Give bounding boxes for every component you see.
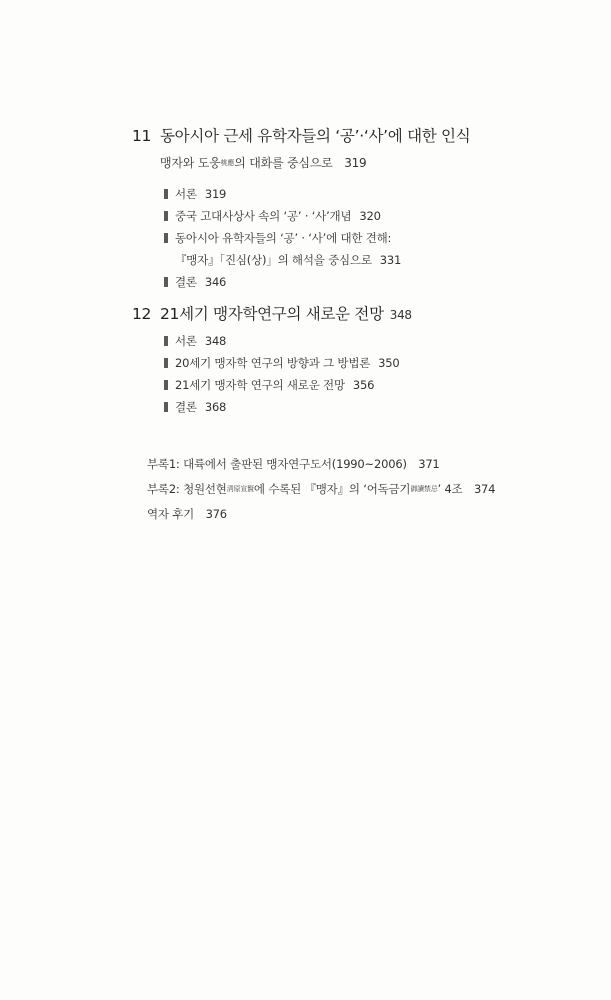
- subtitle-text-end: 의 대화를 중심으로: [234, 156, 333, 170]
- appendix-item[interactable]: [147, 452, 495, 477]
- appendix-item[interactable]: [147, 502, 495, 527]
- section-label: 21세기 맹자학 연구의 새로운 전망: [175, 378, 345, 392]
- bullet-marker: [164, 277, 168, 287]
- appendix-label-end: ’ 4조: [437, 482, 463, 496]
- appendix-label: 부록2: 청원선현: [147, 482, 227, 496]
- section-label: 결론: [175, 400, 197, 414]
- section-page: 346: [204, 275, 227, 289]
- section-item[interactable]: [164, 396, 412, 418]
- section-list: [164, 183, 470, 293]
- section-item[interactable]: [164, 183, 470, 205]
- section-item[interactable]: [164, 271, 470, 293]
- section-page: 348: [204, 334, 227, 348]
- section-page: 350: [378, 356, 400, 370]
- section-page: 319: [204, 187, 227, 201]
- subtitle-hanja: 桃應: [220, 159, 235, 167]
- bullet-marker: [164, 233, 168, 243]
- appendix-hanja: 淸原宣賢: [226, 485, 254, 493]
- chapter-number: 12: [132, 305, 152, 323]
- appendix-label: 역자 후기: [147, 507, 195, 521]
- bullet-marker: [164, 336, 168, 346]
- chapter-12: [132, 302, 412, 418]
- appendix-label-mid: 에 수록된 『맹자』의 ‘어독금기: [253, 482, 411, 496]
- appendix-hanja: 御讀禁忌: [410, 485, 438, 493]
- bullet-marker: [164, 402, 168, 412]
- section-page: 320: [359, 209, 381, 223]
- bullet-marker: [164, 211, 168, 221]
- section-item[interactable]: [164, 330, 412, 352]
- chapter-11: [132, 124, 470, 293]
- section-label: 『맹자』「진심(상)」의 해석을 중심으로: [175, 253, 372, 267]
- chapter-heading: [132, 302, 412, 324]
- subtitle-text: 맹자와 도웅: [160, 156, 221, 170]
- subtitle-page: 319: [344, 156, 367, 170]
- section-page: 356: [352, 378, 375, 392]
- chapter-subtitle: [160, 154, 470, 171]
- bullet-marker: [164, 358, 168, 368]
- section-item[interactable]: [164, 352, 412, 374]
- section-item-continued[interactable]: [164, 249, 470, 271]
- appendix-label: 부록1: 대륙에서 출판된 맹자연구도서(1990~2006): [147, 457, 407, 471]
- chapter-page: 348: [389, 308, 412, 322]
- section-item[interactable]: [164, 205, 470, 227]
- chapter-heading: [132, 124, 470, 146]
- chapter-number: 11: [132, 127, 152, 145]
- section-item[interactable]: [164, 374, 412, 396]
- appendix-page: 371: [418, 457, 440, 471]
- section-page: 368: [204, 400, 227, 414]
- section-item[interactable]: [164, 227, 470, 249]
- section-label: 서론: [175, 334, 197, 348]
- bullet-marker: [164, 189, 168, 199]
- section-label: 동아시아 유학자들의 ‘공’ · ‘사’에 대한 견해:: [175, 231, 392, 245]
- section-list: [164, 330, 412, 418]
- appendix-item[interactable]: [147, 477, 495, 502]
- appendix-page: 374: [473, 482, 496, 496]
- bullet-marker: [164, 380, 168, 390]
- section-label: 20세기 맹자학 연구의 방향과 그 방법론: [175, 356, 371, 370]
- section-label: 중국 고대사상사 속의 ‘공’ · ‘사’개념: [175, 209, 352, 223]
- chapter-title[interactable]: 21세기 맹자학연구의 새로운 전망: [160, 305, 384, 323]
- section-label: 서론: [175, 187, 197, 201]
- appendix-page: 376: [205, 507, 227, 521]
- appendix-list: [147, 452, 495, 527]
- section-page: 331: [379, 253, 402, 267]
- chapter-title[interactable]: 동아시아 근세 유학자들의 ‘공’·‘사’에 대한 인식: [160, 127, 471, 145]
- section-label: 결론: [175, 275, 197, 289]
